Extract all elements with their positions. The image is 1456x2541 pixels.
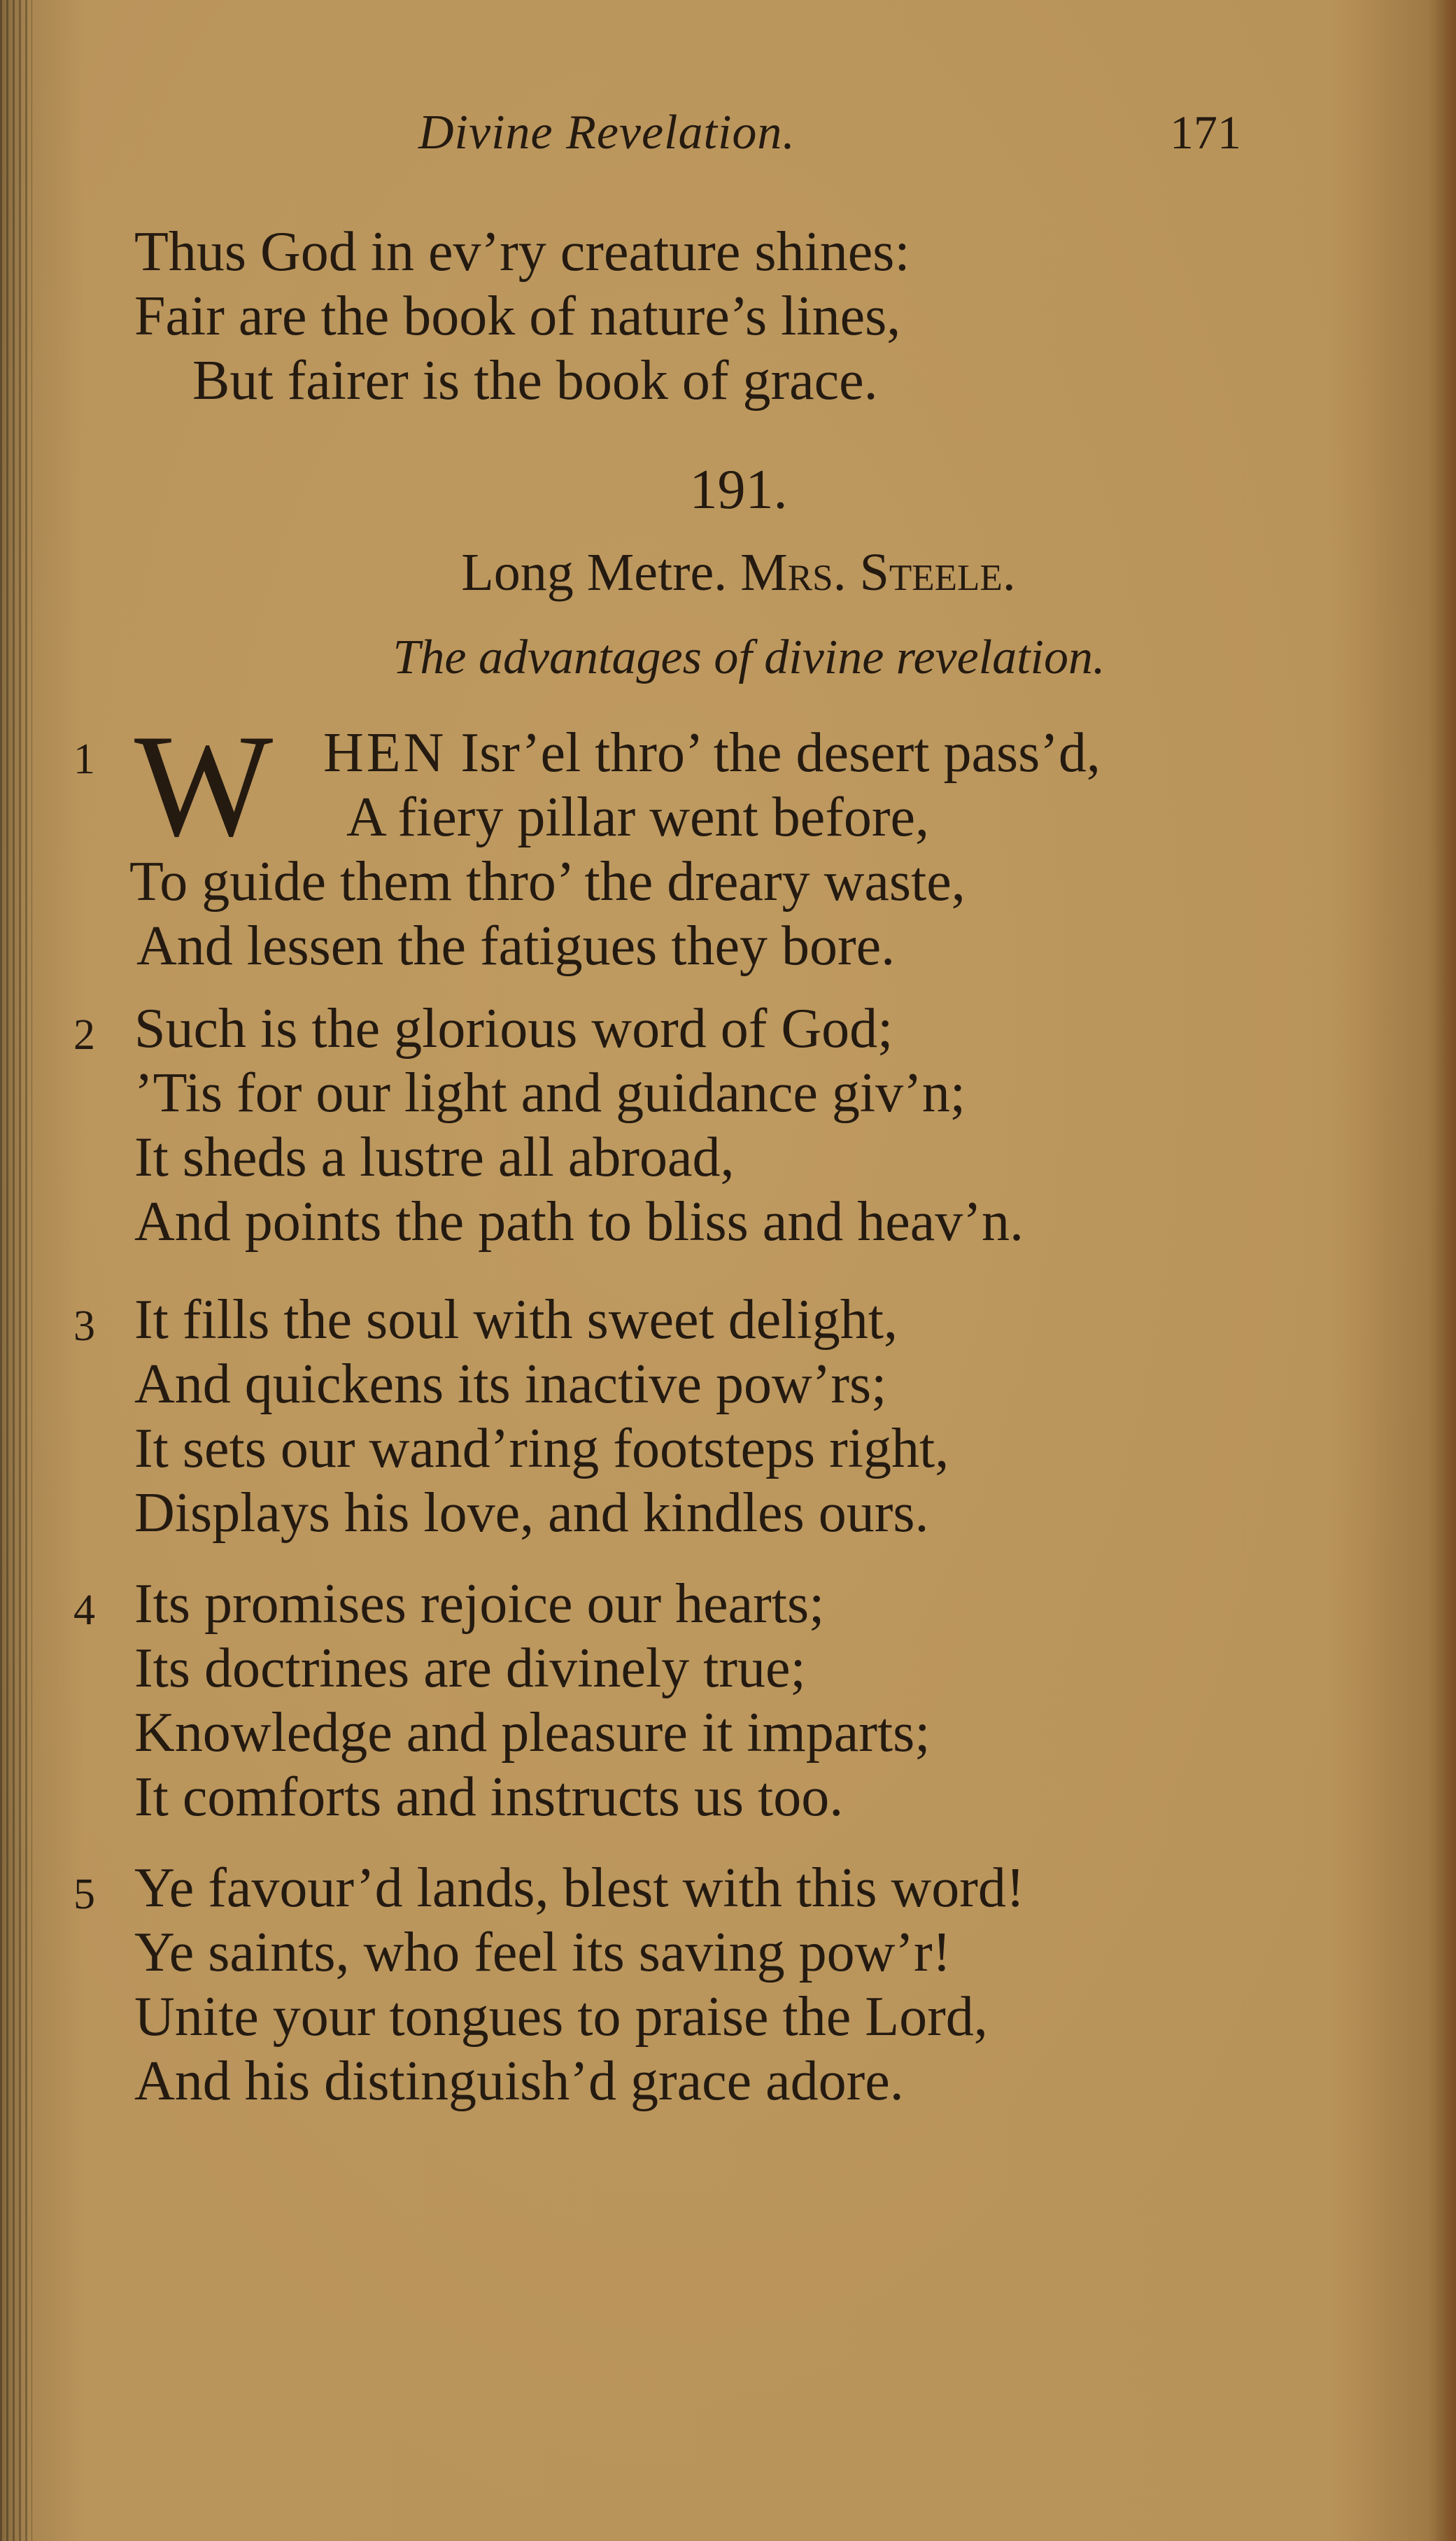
verse-line: And lessen the fatigues they bore. bbox=[136, 915, 896, 977]
verse-number: 3 bbox=[73, 1302, 95, 1350]
verse-line: And quickens its inactive pow’rs; bbox=[134, 1353, 887, 1415]
first-line-rest: Isr’el thro’ the desert pass’d, bbox=[460, 722, 1101, 784]
verse-line: ’Tis for our light and guidance giv’n; bbox=[134, 1062, 966, 1124]
page-gutter-edge bbox=[0, 0, 32, 2541]
verse-line: And points the path to bliss and heav’n. bbox=[134, 1191, 1024, 1253]
hymn-subject: The advantages of divine revelation. bbox=[393, 631, 1105, 684]
verse-line: Such is the glorious word of God; bbox=[134, 998, 893, 1060]
first-word-rest: HEN bbox=[323, 722, 447, 784]
verse-line: And his distinguish’d grace adore. bbox=[134, 2050, 904, 2112]
verse-line: Ye favour’d lands, blest with this word! bbox=[134, 1857, 1025, 1919]
running-header bbox=[0, 105, 1456, 168]
verse-line: Displays his love, and kindles ours. bbox=[134, 1482, 929, 1544]
verse-line: Knowledge and pleasure it imparts; bbox=[134, 1702, 931, 1764]
hymn-author: Mrs. Steele. bbox=[740, 543, 1016, 602]
verse-line: It comforts and instructs us too. bbox=[134, 1766, 844, 1828]
verse-line: It sets our wand’ring footsteps right, bbox=[134, 1418, 949, 1479]
verse-number: 5 bbox=[73, 1871, 95, 1918]
hymn-number: 191. bbox=[689, 459, 788, 521]
verse-line: Its doctrines are divinely true; bbox=[134, 1638, 806, 1699]
verse-line: Ye saints, who feel its saving pow’r! bbox=[134, 1922, 952, 1983]
page-number: 171 bbox=[1170, 106, 1241, 159]
verse-line: Its promises rejoice our hearts; bbox=[134, 1573, 825, 1635]
drop-cap: W bbox=[134, 705, 274, 867]
previous-stanza-line: But fairer is the book of grace. bbox=[192, 350, 878, 411]
hymn-metre: Long Metre. bbox=[461, 543, 728, 602]
verse-number: 4 bbox=[73, 1586, 95, 1634]
verse-line bbox=[323, 722, 1101, 784]
running-title: Divine Revelation. bbox=[418, 106, 796, 160]
verse-number: 2 bbox=[73, 1011, 95, 1059]
verse-number: 1 bbox=[73, 735, 95, 783]
verse-line: Unite your tongues to praise the Lord, bbox=[134, 1986, 988, 2048]
previous-stanza-line: Thus God in ev’ry creature shines: bbox=[134, 221, 910, 283]
hymn-metre-author bbox=[0, 543, 1456, 602]
previous-stanza-line: Fair are the book of nature’s lines, bbox=[134, 286, 901, 347]
verse-line: A fiery pillar went before, bbox=[346, 787, 930, 848]
verse-line: It sheds a lustre all abroad, bbox=[134, 1127, 735, 1188]
page-outer-edge bbox=[1435, 0, 1456, 2541]
verse-line: It fills the soul with sweet delight, bbox=[134, 1289, 898, 1351]
verse-line: To guide them thro’ the dreary waste, bbox=[129, 851, 966, 913]
